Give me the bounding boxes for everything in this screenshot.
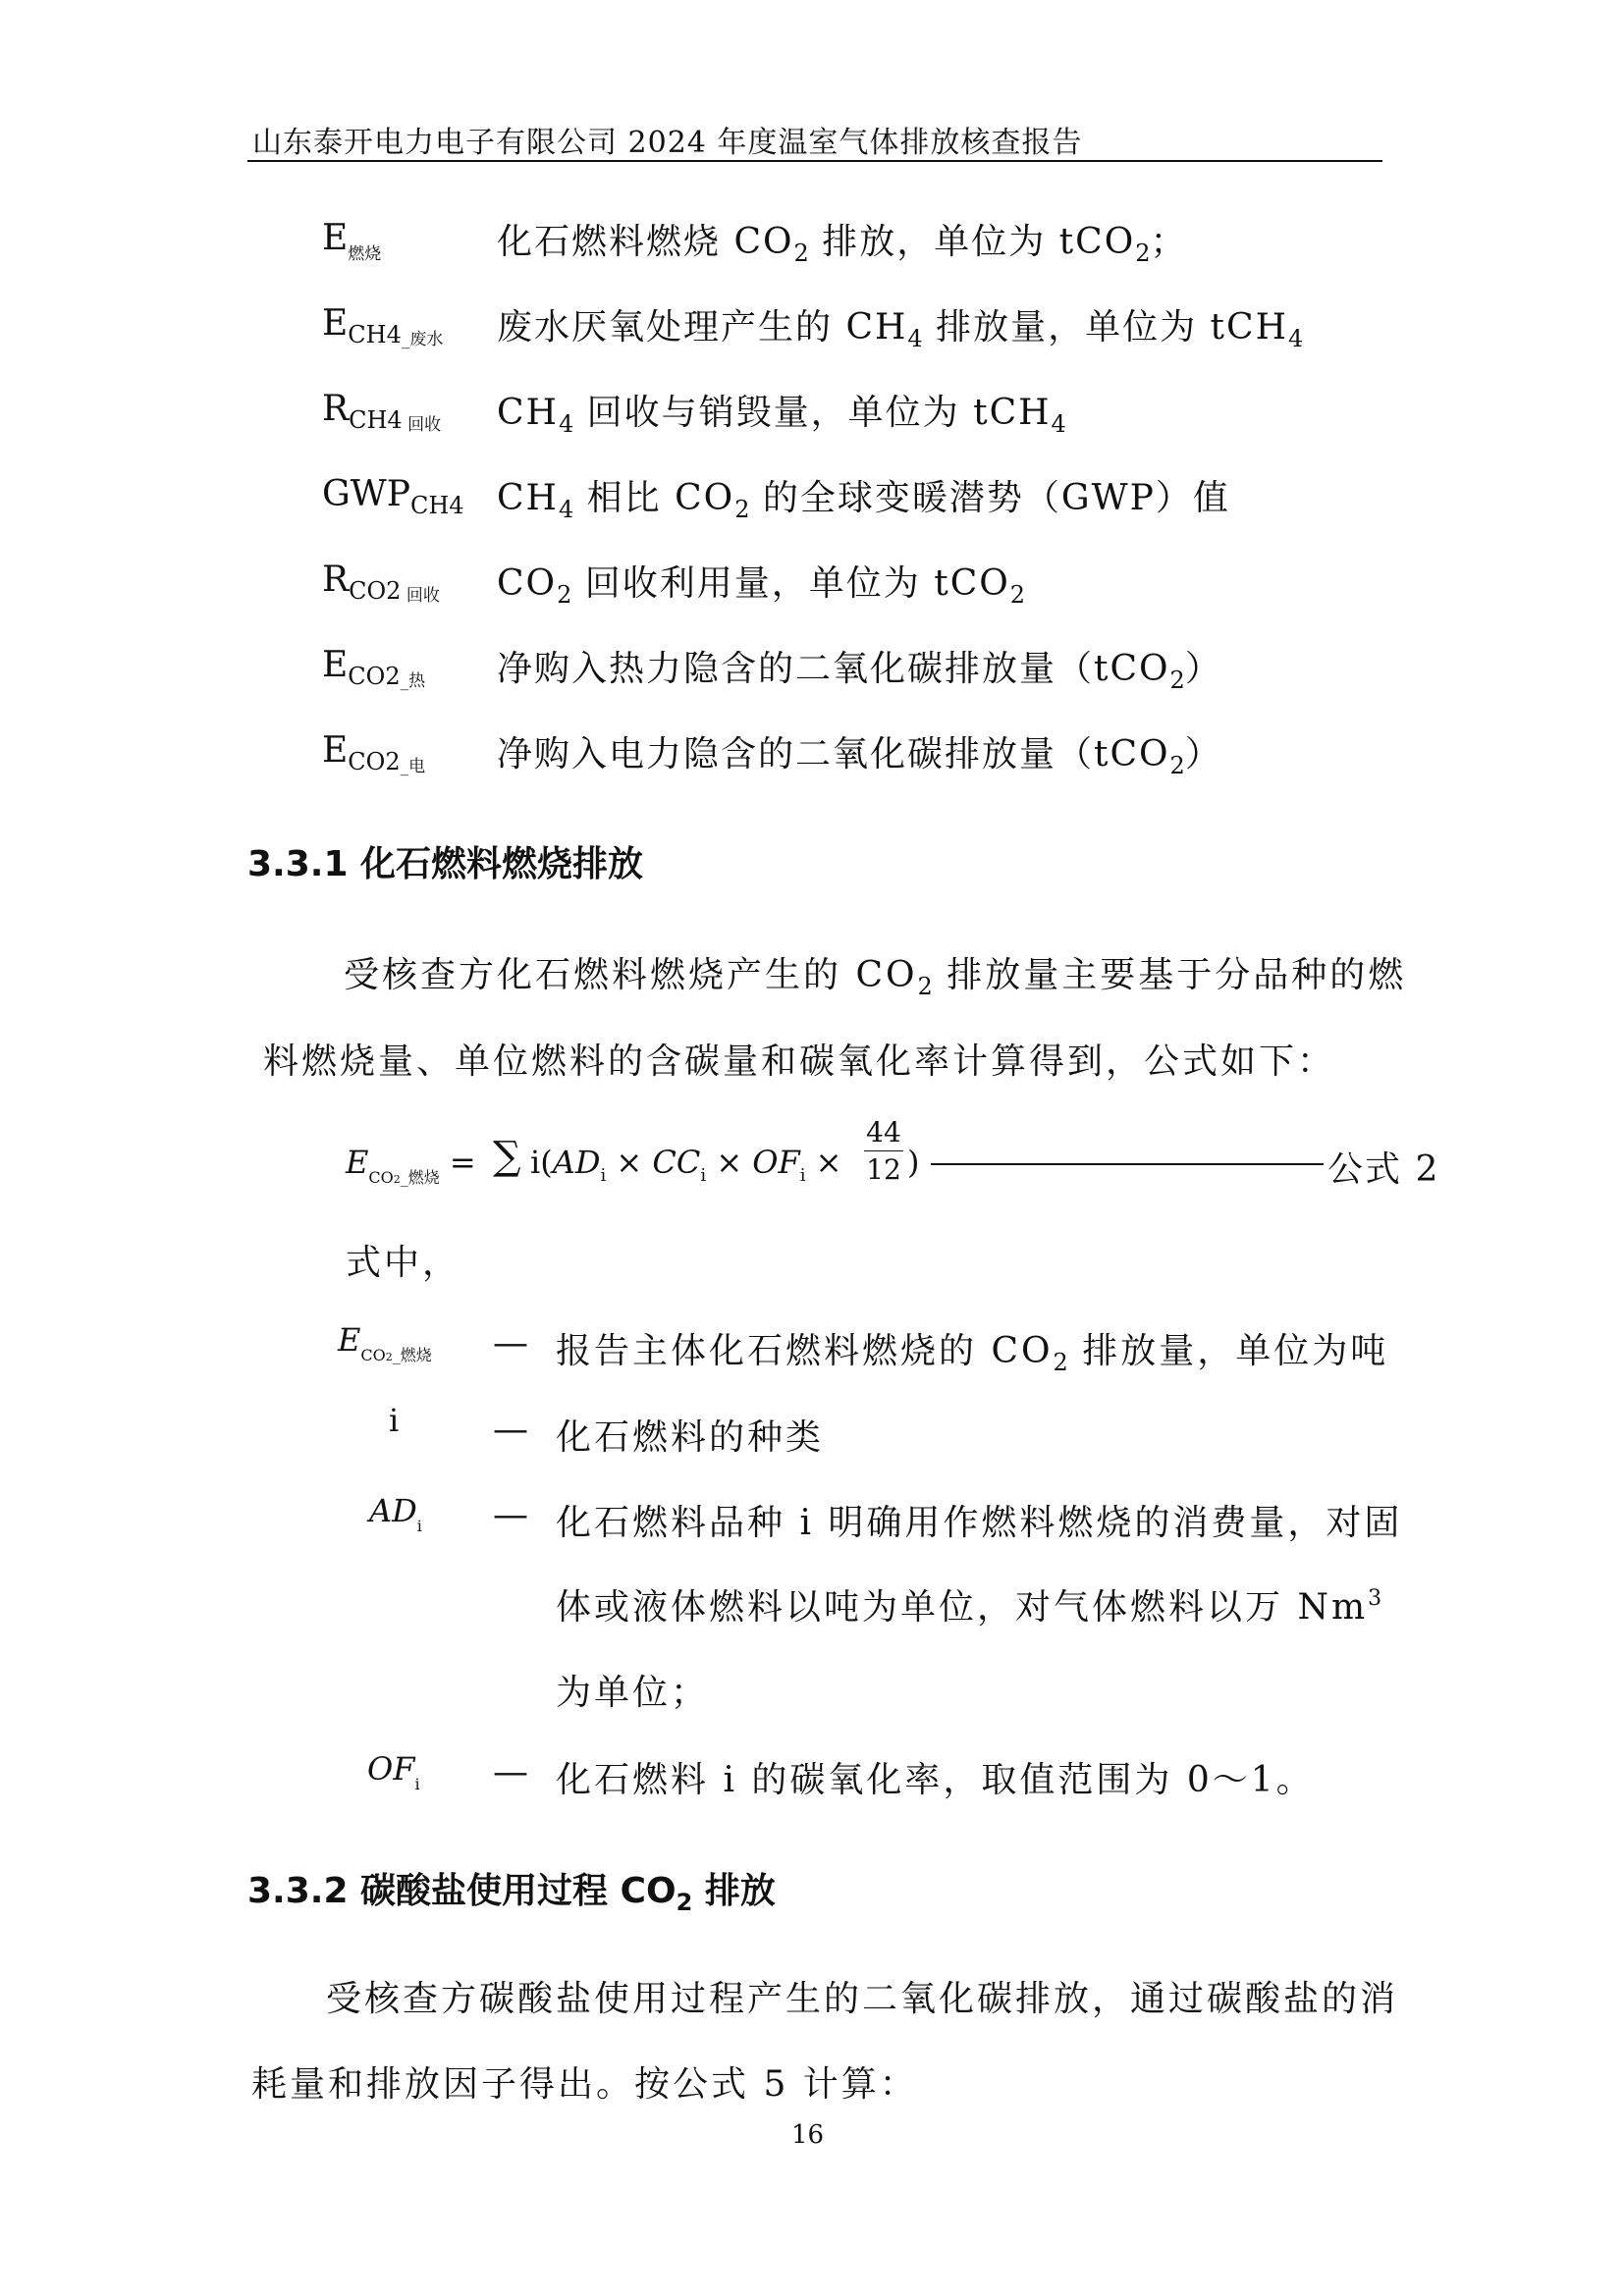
variable-symbol: $AD_i$ bbox=[369, 1492, 422, 1535]
definition-symbol: $R_{CH4}$ $_{回收}$ bbox=[322, 389, 442, 435]
definition-text: 化石燃料燃烧 $CO_2$ 排放，单位为 tCO$_2$； bbox=[497, 222, 1188, 267]
section-heading-3-3-2: 3.3.2 碳酸盐使用过程 $CO_2$ 排放 bbox=[247, 1871, 776, 1916]
definition-symbol: $E_{燃烧}$ bbox=[322, 218, 382, 264]
formula-leader-line bbox=[931, 1163, 1324, 1165]
paragraph-line: 受核查方化石燃料燃烧产生的 $CO_2$ 排放量主要基于分品种的燃 bbox=[344, 955, 1407, 1000]
definition-text: 净购入热力隐含的二氧化碳排放量（tCO$_2$） bbox=[497, 649, 1222, 694]
definition-symbol: $R_{CO2}$ $_{回收}$ bbox=[322, 560, 440, 606]
variable-symbol: i bbox=[389, 1402, 400, 1439]
section-heading-3-3-1: 3.3.1 化石燃料燃烧排放 bbox=[247, 844, 644, 884]
variable-symbol: $OF_i$ bbox=[367, 1750, 420, 1793]
definition-text: $CH_4$ 回收与销毁量，单位为 tCH$_4$ bbox=[497, 393, 1066, 438]
variable-dash: — bbox=[493, 1752, 528, 1792]
formula-lhs: $E_{CO2\_燃烧}$ = bbox=[346, 1144, 476, 1187]
variable-desc: 化石燃料的种类 bbox=[556, 1417, 825, 1458]
where-label: 式中， bbox=[346, 1243, 461, 1283]
definition-text: $CO_2$ 回收利用量，单位为 tCO$_2$ bbox=[497, 563, 1026, 609]
definition-row bbox=[322, 299, 1402, 358]
formula-close-paren: ) bbox=[907, 1144, 920, 1181]
variable-desc: 化石燃料 i 的碳氧化率，取值范围为 0～1。 bbox=[556, 1760, 1315, 1800]
variable-symbol: $E_{CO2\_燃烧}$ bbox=[338, 1321, 432, 1364]
definition-row bbox=[322, 641, 1402, 700]
formula-2 bbox=[346, 1114, 1440, 1212]
definition-row bbox=[322, 556, 1402, 614]
variable-dash: — bbox=[493, 1410, 528, 1450]
definition-symbol: $E_{CO2\_电}$ bbox=[322, 730, 426, 776]
variable-dash: — bbox=[493, 1323, 528, 1363]
fraction-44-12: 44 12 bbox=[864, 1116, 903, 1186]
definition-symbol: $GWP_{CH4}$ bbox=[322, 474, 464, 519]
paragraph-line: 耗量和排放因子得出。按公式 5 计算： bbox=[251, 2064, 918, 2105]
definition-symbol: $E_{CH4\_废水}$ bbox=[322, 303, 444, 349]
formula-label: 公式 2 bbox=[1327, 1149, 1440, 1190]
definition-text: 废水厌氧处理产生的 $CH_4$ 排放量，单位为 tCH$_4$ bbox=[497, 307, 1304, 352]
definition-row bbox=[322, 214, 1402, 273]
variable-desc-continued: 为单位； bbox=[556, 1673, 710, 1713]
variable-dash: — bbox=[493, 1495, 528, 1535]
paragraph-line: 料燃烧量、单位燃料的含碳量和碳氧化率计算得到，公式如下： bbox=[263, 1041, 1336, 1082]
paragraph-line: 受核查方碳酸盐使用过程产生的二氧化碳排放，通过碳酸盐的消 bbox=[326, 1979, 1399, 2019]
definition-symbol: $E_{CO2\_热}$ bbox=[322, 645, 426, 691]
header-rule bbox=[247, 160, 1382, 162]
variable-desc: 报告主体化石燃料燃烧的 $CO_2$ 排放量，单位为吨 bbox=[556, 1331, 1389, 1376]
variable-desc: 化石燃料品种 i 明确用作燃料燃烧的消费量，对固 bbox=[556, 1503, 1403, 1543]
formula-body: $i(AD_i \times CC_i \times OF_i$ × bbox=[530, 1144, 842, 1186]
summation-symbol: ∑ bbox=[493, 1134, 521, 1179]
definition-row bbox=[322, 470, 1402, 529]
definition-text: 净购入电力隐含的二氧化碳排放量（tCO$_2$） bbox=[497, 734, 1222, 779]
running-header: 山东泰开电力电子有限公司 2024 年度温室气体排放核查报告 bbox=[252, 126, 1083, 160]
page-number: 16 bbox=[791, 2120, 825, 2150]
definition-row bbox=[322, 385, 1402, 444]
variable-desc-continued: 体或液体燃料以吨为单位，对气体燃料以万 Nm$^3$ bbox=[556, 1586, 1382, 1628]
definition-text: $CH_4$ 相比 $CO_2$ 的全球变暖潜势（GWP）值 bbox=[497, 478, 1230, 523]
definition-row bbox=[322, 726, 1402, 785]
